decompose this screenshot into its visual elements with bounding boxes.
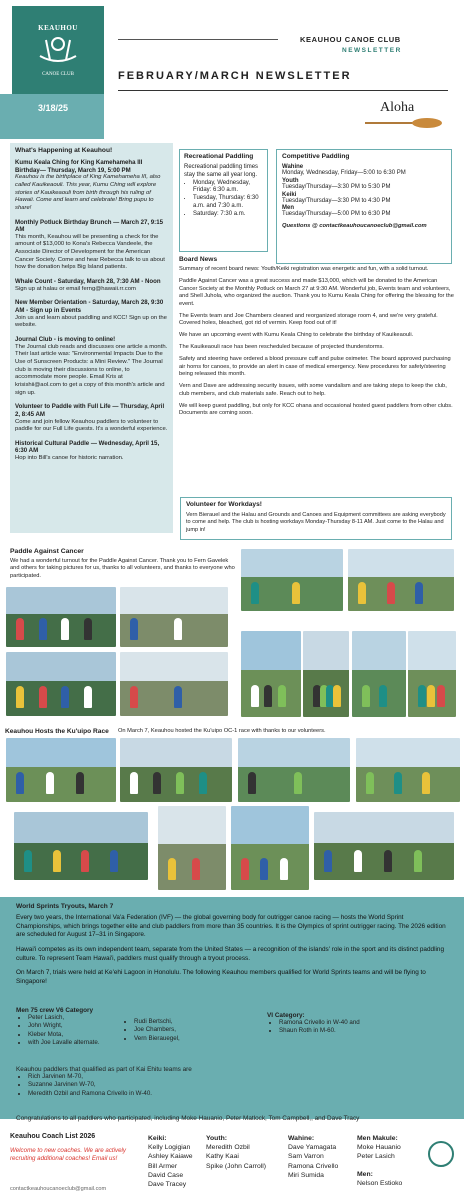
vi-heading: VI Category: bbox=[267, 1012, 305, 1019]
event-item bbox=[15, 336, 168, 397]
coach-group-keiki bbox=[148, 1134, 193, 1189]
photo-person bbox=[264, 685, 272, 707]
coach-name: Bill Armer bbox=[148, 1162, 178, 1170]
coach-name: Ramona Crivello bbox=[288, 1162, 339, 1170]
photo-person bbox=[199, 772, 207, 794]
photo-person bbox=[278, 685, 286, 707]
comp-group-time: Tuesday/Thursday—5:00 PM to 6:30 PM bbox=[282, 211, 391, 218]
sprints-para-3: On March 7, trials were held at Ke'ehi Lagoon in Honolulu. The following Keauhou members qualified for World Sprints teams and will be flying to Singapore! bbox=[16, 969, 426, 985]
men-category-heading: Men 75 crew V6 Category bbox=[16, 1007, 94, 1014]
board-paragraph: Safety and steering have ordered a blood pressure cuff and pulse oximeter. The board approved purchasing air horns for canoes, to provide an alert in case of medical emergency. New procedures for safety/steering being released this month. bbox=[179, 356, 451, 378]
coach-name: Ashley Kaiawe bbox=[148, 1153, 193, 1161]
coach-name: Spike (John Carroll) bbox=[206, 1162, 267, 1170]
photo-person bbox=[379, 685, 387, 707]
photo-person bbox=[46, 772, 54, 794]
photo-person bbox=[192, 858, 200, 880]
photo-person bbox=[358, 582, 366, 604]
event-photo bbox=[120, 738, 232, 802]
rec-heading: Recreational Paddling bbox=[184, 153, 254, 160]
aloha-text: Aloha bbox=[380, 100, 415, 115]
rec-times-list bbox=[184, 180, 263, 219]
volunteer-box bbox=[180, 497, 452, 540]
photo-person bbox=[16, 772, 24, 794]
event-title: Volunteer to Paddle with Full Life — Thursday, April 2, 8:45 AM bbox=[15, 403, 165, 418]
event-description: Come and join fellow Keauhou paddlers to volunteer to paddle for our Full Life guests. It's a wonderful experience. bbox=[15, 418, 168, 433]
event-title: Kumu Keala Ching for King Kamehameha III Birthday— Thursday, March 19, 5:00 PM bbox=[15, 159, 143, 174]
photo-person bbox=[39, 686, 47, 708]
coach-group-youth bbox=[206, 1134, 266, 1171]
sprints-para-1: Every two years, the International Va'a Federation (IVF) — the global governing body for outrigger canoe racing — hosts the World Sprint Championships, which brings together elite and club paddlers from more than 35 countries. It is the Olympics of sprint outrigger racing. The 2026 edition are scheduled for August 17–31 in Singapore. bbox=[16, 914, 446, 939]
event-title: Journal Club - is moving to online! bbox=[15, 336, 116, 343]
rec-intro: Recreational paddling times stay the same all year long. bbox=[184, 164, 259, 178]
logo-subtitle: CANOE CLUB bbox=[42, 71, 74, 77]
men-qualifier: • Peter Lasich, bbox=[28, 1014, 100, 1022]
event-item bbox=[15, 403, 168, 434]
photo-person bbox=[241, 858, 249, 880]
photo-person bbox=[81, 850, 89, 872]
club-logo bbox=[12, 6, 104, 94]
comp-group-name: Youth bbox=[282, 177, 299, 184]
comp-group-name: Wahine bbox=[282, 164, 304, 170]
events-heading: What's Happening at Keauhou! bbox=[15, 147, 113, 154]
pac-text: We had a wonderful turnout for the Paddle Against Cancer. Thank you to Fern Gavelek and others for taking pictures for us, thanks to all volunteers, and thanks to everyone who participated. bbox=[10, 558, 235, 579]
event-description: Join us and learn about paddling and KCC! Sign up on the website. bbox=[15, 314, 167, 329]
contact-email[interactable]: contactkeauhoucanoeclub@gmail.com bbox=[10, 1186, 107, 1192]
photo-sky bbox=[6, 587, 116, 614]
event-description: The Journal club reads and discusses one article a month. Their last article was: "Environmental Impacts Due to the Use of Sunscreen Products: a Mini Review." The Journal club is moving their discussions to online, to accommodate more people. Email Kris at krisishii@aol.com to get a copy of this month's article and sign up. bbox=[15, 343, 168, 396]
photo-person bbox=[324, 850, 332, 872]
vi-qualifier: • Ramona Crivello in W-40 and bbox=[279, 1019, 360, 1027]
comp-heading: Competitive Paddling bbox=[282, 153, 350, 160]
board-paragraph: The Events team and Joe Chambers cleaned and reorganized storage room 4, and we're very grateful. Covered holes, bleached, got rid of vermin. Keep food out of it! bbox=[179, 312, 438, 327]
photo-sky bbox=[120, 738, 232, 767]
coach-name: Nelson Estioko bbox=[357, 1180, 403, 1188]
comp-group-name: Men bbox=[282, 205, 294, 212]
questions-email[interactable]: Questions @ contactkeauhoucanoeclub@gmail.com bbox=[282, 223, 427, 230]
event-photo bbox=[356, 738, 460, 802]
men-75-category-cont bbox=[122, 1018, 180, 1043]
event-description: Hop into Bill's canoe for historic narration. bbox=[15, 455, 124, 462]
photo-sky bbox=[241, 631, 301, 670]
title-divider bbox=[118, 90, 448, 91]
coach-recruiting-note: Welcome to new coaches. We are actively recruiting additional coaches! Email us! bbox=[10, 1147, 127, 1163]
photo-person bbox=[168, 858, 176, 880]
newsletter-tag: NEWSLETTER bbox=[342, 47, 402, 54]
photo-person bbox=[61, 618, 69, 640]
men-qualifier: • John Wright, bbox=[28, 1022, 100, 1030]
board-paragraph: Paddle Against Cancer was a great success and made $13,000, which will be donated to the American Cancer Society at the Monthly Potluck on March 27 at 9:30 AM. Wonderful job, Events team and volunteers, and Shell Juhola, who organized the auction. Thank you to Kumu Keala Ching for offering the blessing for the event. bbox=[179, 278, 454, 307]
coach-name: Miri Sumida bbox=[288, 1171, 324, 1179]
sprints-heading: World Sprints Tryouts, March 7 bbox=[16, 903, 114, 910]
photo-sky bbox=[303, 631, 349, 670]
event-photo bbox=[303, 631, 349, 717]
event-item bbox=[15, 440, 168, 463]
photo-person bbox=[366, 772, 374, 794]
board-paragraph: Vern and Dave are addressing security issues, with some vandalism and are taking steps to keep the club, club members, and club materials safe. Reach out to help. bbox=[179, 383, 447, 397]
coach-name: Kathy Kaai bbox=[206, 1153, 239, 1161]
men-qualifier: • with Joe Lavalle alternate. bbox=[28, 1039, 100, 1047]
men-75-category bbox=[16, 1007, 100, 1047]
header-divider bbox=[118, 39, 278, 40]
men-qualifier: • Vern Bierauegel, bbox=[134, 1035, 180, 1043]
coach-group-title: Wahine: bbox=[288, 1135, 315, 1142]
board-paragraph: We have an upcoming event with Kumu Keala Ching to celebrate the birthday of Kauikeaouli. bbox=[179, 332, 414, 339]
photo-person bbox=[130, 772, 138, 794]
photo-person bbox=[39, 618, 47, 640]
men-qualifier: • Kleber Mota, bbox=[28, 1031, 100, 1039]
sprints-para-2: Hawai'i competes as its own independent team, separate from the United States — a recognition of the islands' role in the sport and its distinct paddling culture. To represent Team Hawai'i, paddlers must qualify through a tryout process. bbox=[16, 945, 445, 962]
event-photo bbox=[120, 587, 228, 647]
coach-name: Moke Hauanio bbox=[357, 1144, 401, 1152]
event-photo bbox=[120, 652, 228, 716]
event-item bbox=[15, 159, 168, 213]
vi-category bbox=[267, 1012, 360, 1036]
canoe-logo-icon bbox=[36, 32, 80, 70]
photo-person bbox=[362, 685, 370, 707]
event-photo bbox=[158, 806, 226, 890]
kai-qualifier: • Rich Jarvinen M-70, bbox=[28, 1073, 192, 1081]
volunteer-text: Vern Bierauel and the Halau and Grounds and Canoes and Equipment committees are asking everybody to come and help. The club is hosting workdays Monday-Thursday 8-11 AM. Just come to the Halau and jump in! bbox=[186, 512, 446, 533]
coach-group-title: Men: bbox=[357, 1171, 373, 1178]
coach-group-men bbox=[357, 1170, 402, 1188]
event-photo bbox=[238, 738, 350, 802]
coach-name: Sam Varron bbox=[288, 1153, 324, 1161]
photo-person bbox=[384, 850, 392, 872]
men-qualifier: • Joe Chambers, bbox=[134, 1026, 180, 1034]
coach-name: Peter Lasich bbox=[357, 1153, 395, 1161]
photo-sky bbox=[314, 812, 454, 843]
photo-person bbox=[248, 772, 256, 794]
photo-person bbox=[176, 772, 184, 794]
event-description: Keauhou is the birthplace of King Kamehameha III, also called Kauikeaouli. This year, Kumu Ching will explore stories of Kauikeaouli from birth through his ruling of Hawaii. Come and learn and celebrate! Bring pupu to share! bbox=[15, 174, 161, 211]
event-photo bbox=[6, 738, 116, 802]
photo-person bbox=[437, 685, 445, 707]
photo-person bbox=[280, 858, 288, 880]
competitive-paddling-box bbox=[276, 149, 452, 264]
photo-sky bbox=[14, 812, 148, 843]
kuipo-text: On March 7, Keauhou hosted the Ku'uipo OC-1 race with thanks to our volunteers. bbox=[118, 728, 326, 734]
event-title: Monthly Potluck Birthday Brunch — March 27, 9:15 AM bbox=[15, 218, 163, 234]
coach-group-men-makule bbox=[357, 1134, 401, 1162]
comp-group-time: Monday, Wednesday, Friday—5:00 to 6:30 PM bbox=[282, 170, 406, 176]
event-item bbox=[15, 219, 168, 273]
board-paragraph: The Kauikeaouli race has been rescheduled because of projected thunderstorms. bbox=[179, 344, 384, 351]
photo-sky bbox=[356, 738, 460, 767]
board-paragraph: Summary of recent board news: Youth/Keiki registration was energetic and fun, with a solid turnout. bbox=[179, 266, 429, 272]
photo-person bbox=[427, 685, 435, 707]
photo-person bbox=[110, 850, 118, 872]
photo-person bbox=[174, 618, 182, 640]
photo-person bbox=[16, 618, 24, 640]
coach-name: Kelly Logigian bbox=[148, 1144, 191, 1152]
photo-sky bbox=[348, 549, 454, 577]
date-band bbox=[0, 94, 104, 139]
photo-person bbox=[251, 685, 259, 707]
photo-person bbox=[387, 582, 395, 604]
paddle-icon bbox=[365, 117, 443, 129]
photo-sky bbox=[6, 652, 116, 681]
photo-sky bbox=[120, 587, 228, 614]
event-photo bbox=[241, 549, 343, 611]
kai-ehitu-teams bbox=[16, 1066, 192, 1098]
photo-sky bbox=[120, 652, 228, 681]
kai-qualifier: • Meredith Ozbil and Ramona Crivello in W-40. bbox=[28, 1090, 192, 1098]
coach-name: Dave Yamagata bbox=[288, 1144, 337, 1152]
men-qualifier: • Rudi Bertschi, bbox=[134, 1018, 180, 1026]
photo-person bbox=[24, 850, 32, 872]
board-paragraph: We will keep guest paddling, but only for KCC ohana and occasional hosted guest paddlers from other clubs. Documents are coming soon. bbox=[179, 402, 453, 417]
coach-list-title: Keauhou Coach List 2026 bbox=[10, 1133, 96, 1140]
coach-name: Meredith Ozbil bbox=[206, 1144, 250, 1152]
volunteer-heading: Volunteer for Workdays! bbox=[186, 501, 262, 508]
coach-name: David Case bbox=[148, 1171, 184, 1179]
event-photo bbox=[14, 812, 148, 880]
event-title: Whale Count - Saturday, March 28, 7:30 AM - Noon bbox=[15, 278, 161, 286]
pac-heading: Paddle Against Cancer bbox=[10, 548, 84, 555]
photo-sky bbox=[6, 738, 116, 767]
photo-person bbox=[394, 772, 402, 794]
event-photo bbox=[348, 549, 454, 611]
coach-name: Dave Tracey bbox=[148, 1180, 187, 1188]
sprints-congrats: Congratulations to all paddlers who participated, including Moke Hauanio, Peter Matlock, Tom Campbell,, and Dave Tracy bbox=[16, 1115, 360, 1122]
event-item bbox=[15, 299, 168, 330]
photo-person bbox=[415, 582, 423, 604]
logo-title: KEAUHOU bbox=[38, 23, 78, 32]
photo-person bbox=[422, 772, 430, 794]
photo-person bbox=[333, 685, 341, 707]
photo-person bbox=[76, 772, 84, 794]
comp-group-time: Tuesday/Thursday—3:30 PM to 4:30 PM bbox=[282, 197, 391, 204]
photo-sky bbox=[241, 549, 343, 577]
vi-qualifier: • Shaun Roth in M-60. bbox=[279, 1027, 360, 1035]
photo-person bbox=[84, 686, 92, 708]
board-news bbox=[179, 256, 454, 494]
kai-qualifier: • Suzanne Jarvinen W-70, bbox=[28, 1081, 192, 1089]
comp-group-name: Keiki bbox=[282, 191, 297, 198]
photo-person bbox=[292, 582, 300, 604]
event-photo bbox=[231, 806, 309, 890]
kai-heading: Keauhou paddlers that qualified as part of Kai Ehitu teams are bbox=[16, 1066, 192, 1073]
photo-person bbox=[130, 686, 138, 708]
coach-group-title: Youth: bbox=[206, 1135, 228, 1142]
comp-group-time: Tuesday/Thursday—3:30 PM to 5:30 PM bbox=[282, 183, 391, 190]
coach-group-title: Keiki: bbox=[148, 1135, 167, 1142]
event-title: New Member Orientation - Saturday, March 28, 9:30 AM - Sign up in Events bbox=[15, 299, 164, 315]
rec-time-item: • Tuesday, Thursday: 6:30 a.m. and 7:30 a.m. bbox=[193, 195, 263, 211]
photo-sky bbox=[238, 738, 350, 767]
event-title: Historical Cultural Paddle — Wednesday, April 15, 6:30 AM bbox=[15, 439, 160, 455]
event-photo bbox=[408, 631, 456, 717]
photo-person bbox=[251, 582, 259, 604]
photo-person bbox=[174, 686, 182, 708]
event-photo bbox=[6, 587, 116, 647]
newsletter-title: FEBRUARY/MARCH NEWSLETTER bbox=[118, 70, 352, 82]
photo-sky bbox=[352, 631, 406, 670]
photo-person bbox=[61, 686, 69, 708]
photo-person bbox=[53, 850, 61, 872]
photo-person bbox=[153, 772, 161, 794]
rec-time-item: • Monday, Wednesday, Friday: 6:30 a.m. bbox=[193, 180, 263, 196]
photo-person bbox=[260, 858, 268, 880]
photo-person bbox=[130, 618, 138, 640]
event-photo bbox=[6, 652, 116, 716]
photo-sky bbox=[158, 806, 226, 844]
board-heading: Board News bbox=[179, 256, 218, 263]
kuipo-heading: Keauhou Hosts the Ku'uipo Race bbox=[5, 728, 109, 735]
recreational-paddling-box bbox=[179, 149, 268, 252]
event-photo bbox=[352, 631, 406, 717]
event-photo bbox=[241, 631, 301, 717]
rec-time-item: • Saturday: 7:30 a.m. bbox=[193, 211, 263, 219]
photo-person bbox=[418, 685, 426, 707]
photo-person bbox=[414, 850, 422, 872]
event-description: This month, Keauhou will be presenting a check for the amount of $13,000 to Kona's Rebecca Vandeele, the Associate Director of Development for the American Cancer Society. Come and hear Rebecca talk to us about how the donation helps Big Island patients. bbox=[15, 233, 165, 271]
club-emblem-icon bbox=[428, 1141, 454, 1167]
photo-sky bbox=[231, 806, 309, 844]
photo-person bbox=[16, 686, 24, 708]
photo-person bbox=[294, 772, 302, 794]
issue-date: 3/18/25 bbox=[38, 103, 69, 113]
coach-group-title: Men Makule: bbox=[357, 1135, 398, 1142]
event-photo bbox=[314, 812, 454, 880]
coach-group-wahine bbox=[288, 1134, 338, 1180]
events-column bbox=[10, 143, 173, 533]
event-description: Sign up at halau or email ferng@hawaii.rr.com bbox=[15, 285, 136, 292]
photo-person bbox=[354, 850, 362, 872]
event-item bbox=[15, 278, 168, 293]
photo-person bbox=[84, 618, 92, 640]
club-name: KEAUHOU CANOE CLUB bbox=[300, 35, 401, 44]
photo-sky bbox=[408, 631, 456, 670]
